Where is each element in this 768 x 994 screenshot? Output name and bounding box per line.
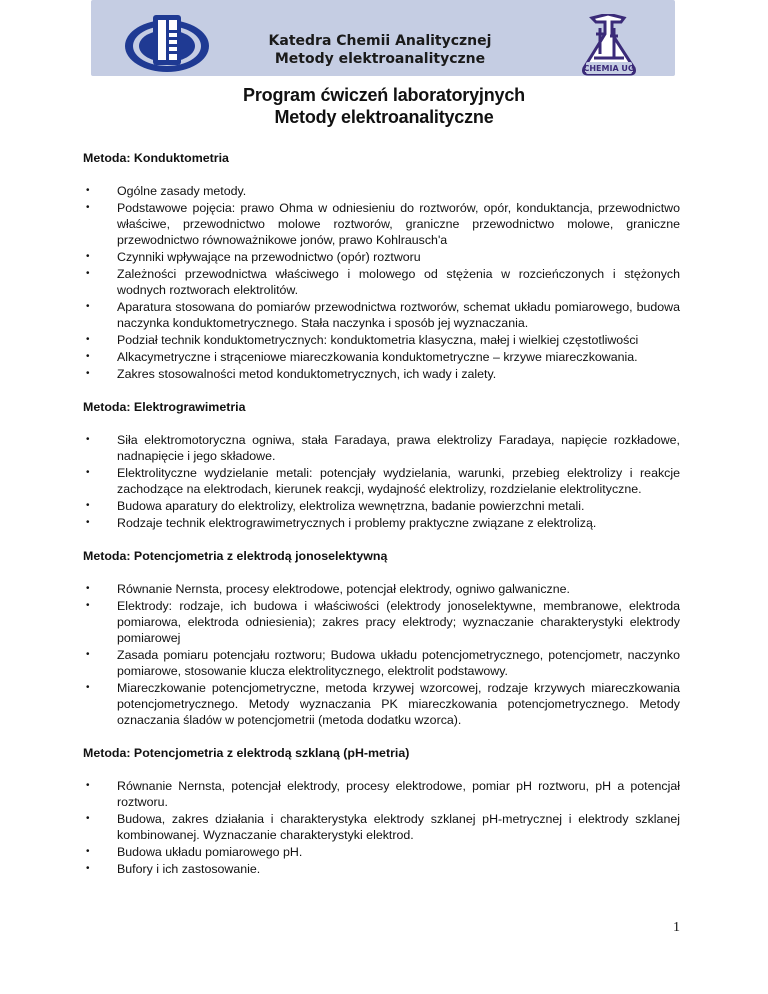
bullet-icon: • [86,863,90,874]
bullet-icon: • [86,185,90,196]
bullet-icon: • [86,649,90,660]
list-item: • Podstawowe pojęcia: prawo Ohma w odniesieniu do roztworów, opór, konduktancja, przewodnictwo właściwe, przewodnictwo molowe roztworów, graniczne przewodnictwo molowe, graniczne przewodnictwo równoważnikowe jonów, prawo Kohlrausch'a [86,201,680,247]
list-item: • Podział technik konduktometrycznych: konduktometria klasyczna, małej i wielkiej częstotliwości [86,333,639,347]
bullet-icon: • [86,846,90,857]
bullet-icon: • [86,251,90,262]
bullet-icon: • [86,467,90,478]
chemia-ug-logo-icon [572,14,646,78]
list-item: • Zakres stosowalności metod konduktometrycznych, ich wady i zalety. [86,367,497,381]
bullet-list [83,432,680,531]
section-heading: Metoda: Potencjometria z elektrodą szklaną (pH-metria) [83,746,410,760]
bullet-icon: • [86,583,90,594]
section-konduktometria [83,150,680,382]
list-item: • Elektrody: rodzaje, ich budowa i właściwości (elektrody jonoselektywne, membranowe, elektroda pomiarowa, elektroda odniesienia); zakres pracy elektrody; wyznaczanie charakterystyki elektrody pomiarowej [86,599,680,645]
list-item: • Bufory i ich zastosowanie. [86,862,261,876]
document-body [83,150,680,894]
bullet-icon: • [86,600,90,611]
list-item: • Budowa, zakres działania i charakterystyka elektrody szklanej pH-metrycznej i elektrody szklanej kombinowanej. Wyznaczanie charakterystyki elektrod. [86,812,680,842]
bullet-list [83,183,680,382]
list-item: • Miareczkowanie potencjometryczne, metoda krzywej wzorcowej, rodzaje krzywych miareczkowania potencjometrycznego. Metody wyznaczania PK miareczkowania potencjometrycznego. Metody oznaczania śladów w potencjometrii (metoda dodatku wzorca). [86,681,680,727]
bullet-icon: • [86,301,90,312]
bullet-icon: • [86,682,90,693]
section-elektrograwimetria [83,399,680,531]
bullet-icon: • [86,500,90,511]
list-item: • Rodzaje technik elektrograwimetrycznych i problemy praktyczne związane z elektrolizą. [86,516,597,530]
list-item: • Zasada pomiaru potencjału roztworu; Budowa układu potencjometrycznego, potencjometr, naczynko pomiarowe, stosowanie klucza elektrolitycznego, elektrolit podstawowy. [86,648,680,678]
svg-text:CHEMIA UG: CHEMIA UG [583,64,635,73]
list-item: • Siła elektromotoryczna ogniwa, stała Faradaya, prawa elektrolizy Faradaya, napięcie rozkładowe, nadnapięcie i jego składowe. [86,433,680,463]
list-item: • Budowa aparatury do elektrolizy, elektroliza wewnętrzna, badanie powierzchni metali. [86,499,585,513]
section-heading: Metoda: Elektrograwimetria [83,400,246,414]
list-item: • Budowa układu pomiarowego pH. [86,845,303,859]
bullet-icon: • [86,368,90,379]
bullet-icon: • [86,202,90,213]
page-title [0,84,768,128]
bullet-icon: • [86,334,90,345]
list-item: • Ogólne zasady metody. [86,184,247,198]
list-item: • Aparatura stosowana do pomiarów przewodnictwa roztworów, schemat układu pomiarowego, budowa naczynka konduktometrycznego. Stała naczynka i sposób jej wyznaczania. [86,300,680,330]
banner-line-department: Katedra Chemii Analitycznej [268,33,492,49]
title-line-1: Program ćwiczeń laboratoryjnych [243,85,525,105]
university-logo-icon [123,9,211,75]
bullet-icon: • [86,268,90,279]
section-potencjometria-ph [83,745,680,877]
bullet-list [83,581,680,728]
list-item: • Równanie Nernsta, potencjał elektrody, procesy elektrodowe, pomiar pH roztworu, pH a potencjał roztworu. [86,779,680,809]
bullet-icon: • [86,780,90,791]
section-potencjometria-jonoselektywna [83,548,680,728]
bullet-icon: • [86,434,90,445]
list-item: • Zależności przewodnictwa właściwego i molowego od stężenia w rozcieńczonych i stężonych wodnych roztworach elektrolitów. [86,267,680,297]
title-line-2: Metody elektroanalityczne [274,107,494,127]
list-item: • Elektrolityczne wydzielanie metali: potencjały wydzielania, warunki, przebieg elektrolizy i reakcje zachodzące na elektrodach, kierunek reakcji, wydajność elektrolizy, rozdzielanie elektrolityczne. [86,466,680,496]
list-item: • Równanie Nernsta, procesy elektrodowe, potencjał elektrody, ogniwo galwaniczne. [86,582,570,596]
page-number: 1 [673,920,680,935]
list-item: • Czynniki wpływające na przewodnictwo (opór) roztworu [86,250,421,264]
bullet-list [83,778,680,877]
banner-title [250,32,510,68]
section-heading: Metoda: Konduktometria [83,151,229,165]
section-heading: Metoda: Potencjometria z elektrodą jonoselektywną [83,549,388,563]
list-item: • Alkacymetryczne i strąceniowe miareczkowania konduktometryczne – krzywe miareczkowania. [86,350,638,364]
bullet-icon: • [86,351,90,362]
bullet-icon: • [86,813,90,824]
bullet-icon: • [86,517,90,528]
banner-line-course: Metody elektroanalityczne [274,51,486,67]
